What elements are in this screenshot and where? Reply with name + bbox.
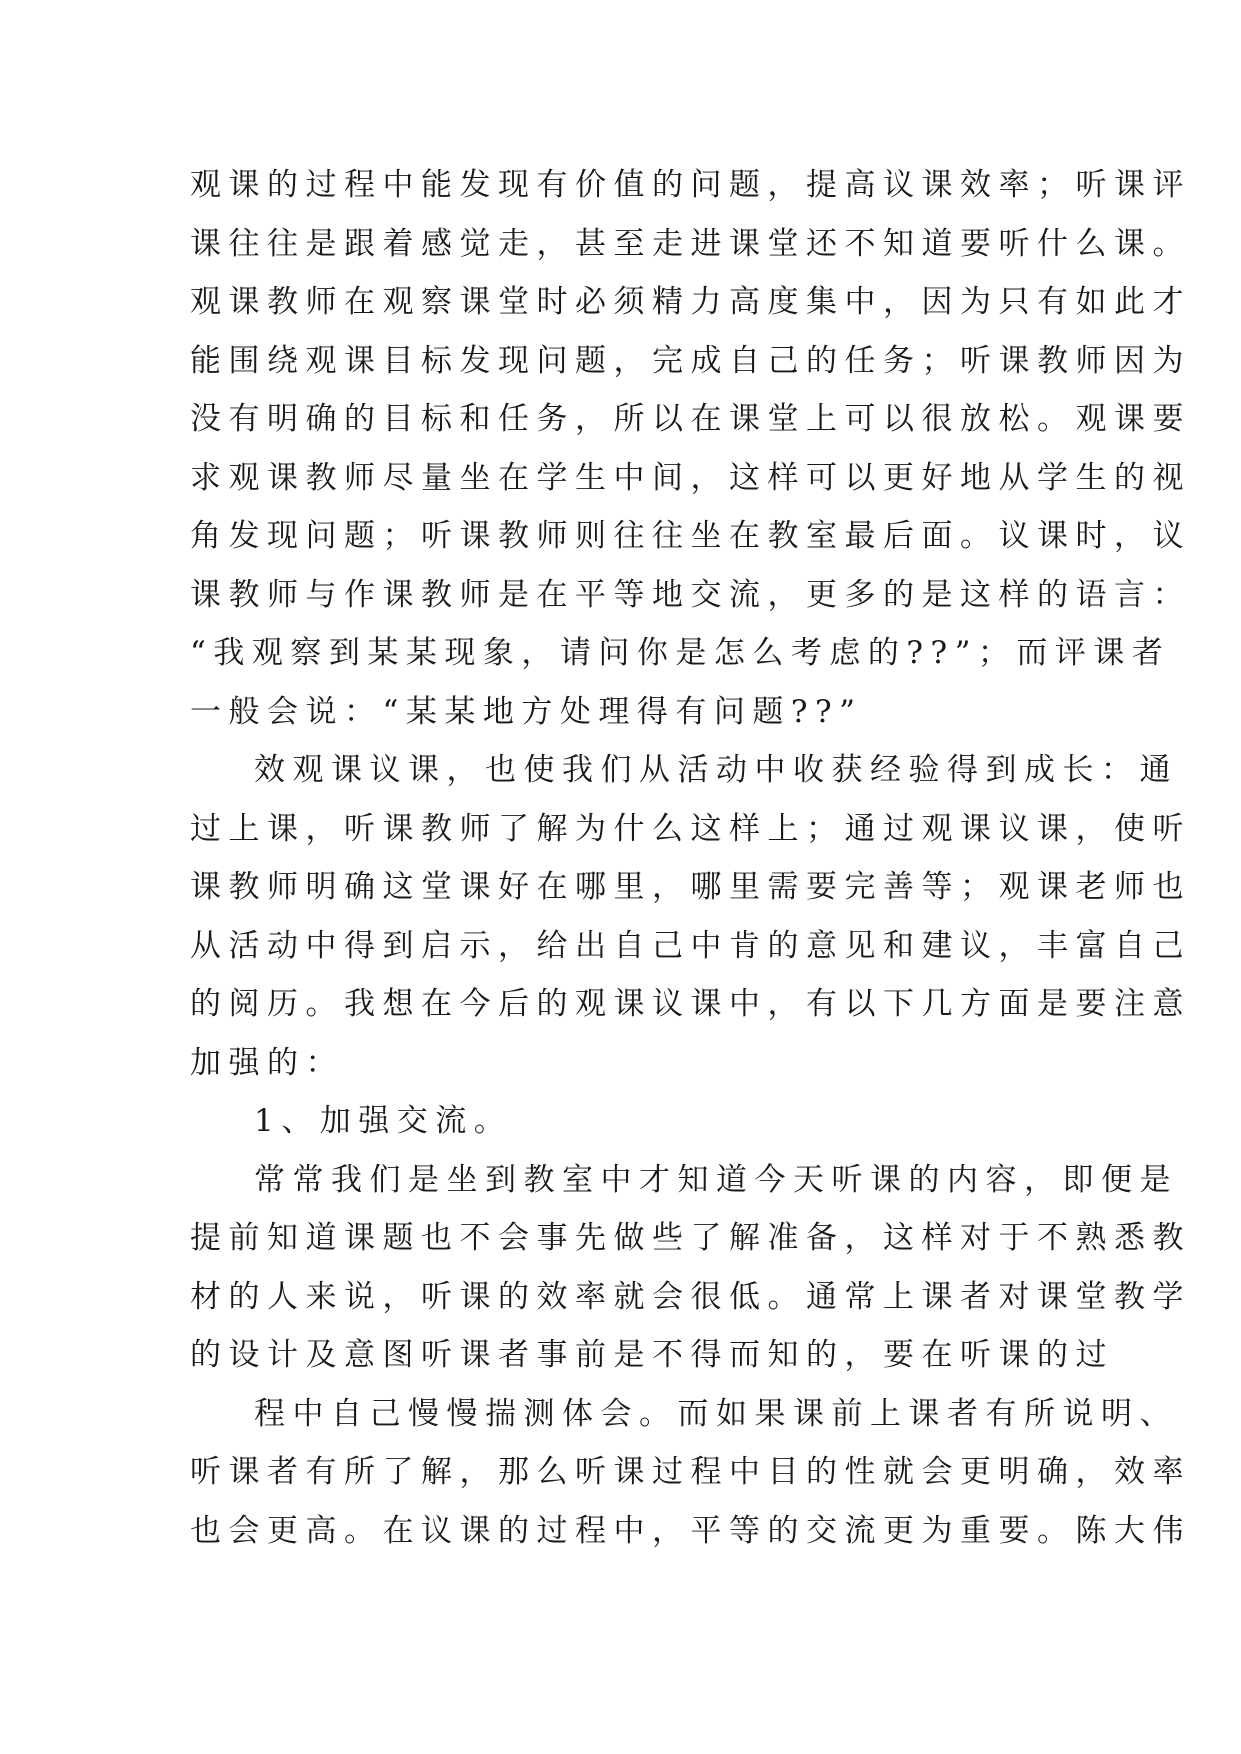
- text-line: 没有明确的目标和任务，所以在课堂上可以很放松。观课要: [190, 401, 1191, 437]
- text-line: “我观察到某某现象，请问你是怎么考虑的??”；而评课者: [190, 635, 1171, 671]
- text-line: 的阅历。我想在今后的观课议课中，有以下几方面是要注意: [190, 986, 1191, 1022]
- text-line: 求观课教师尽量坐在学生中间，这样可以更好地从学生的视: [190, 459, 1191, 496]
- text-line: 提前知道课题也不会事先做些了解准备，这样对于不熟悉教: [190, 1220, 1191, 1256]
- text-line: 程中自己慢慢揣测体会。而如果课前上课者有所说明、: [254, 1395, 1178, 1432]
- text-line: 能围绕观课目标发现问题，完成自己的任务；听课教师因为: [190, 342, 1191, 379]
- text-line: 课往往是跟着感觉走，甚至走进课堂还不知道要听什么课。: [190, 225, 1191, 262]
- text-line: 的设计及意图听课者事前是不得而知的，要在听课的过: [190, 1337, 1114, 1373]
- text-line: 观课教师在观察课堂时必须精力高度集中，因为只有如此才: [190, 284, 1191, 320]
- text-line: 材的人来说，听课的效率就会很低。通常上课者对课堂教学: [190, 1278, 1191, 1315]
- text-line: 也会更高。在议课的过程中，平等的交流更为重要。陈大伟: [190, 1512, 1191, 1549]
- text-line: 听课者有所了解，那么听课过程中目的性就会更明确，效率: [190, 1454, 1191, 1490]
- text-line: 常常我们是坐到教室中才知道今天听课的内容，即便是: [254, 1161, 1178, 1198]
- text-line: 1、加强交流。: [254, 1103, 513, 1139]
- text-line: 课教师与作课教师是在平等地交流，更多的是这样的语言：: [190, 576, 1191, 613]
- text-line: 课教师明确这堂课好在哪里，哪里需要完善等；观课老师也: [190, 869, 1191, 905]
- text-line: 一般会说：“某某地方处理得有问题??”: [190, 693, 863, 730]
- text-line: 角发现问题；听课教师则往往坐在教室最后面。议课时，议: [190, 518, 1191, 554]
- text-line: 从活动中得到启示，给出自己中肯的意见和建议，丰富自己: [190, 927, 1191, 964]
- body-text: [190, 156, 1191, 1560]
- text-line: 加强的：: [190, 1044, 344, 1081]
- text-line: 效观课议课，也使我们从活动中收获经验得到成长：通: [254, 752, 1178, 788]
- text-line: 观课的过程中能发现有价值的问题，提高议课效率；听课评: [190, 167, 1191, 203]
- text-line: 过上课，听课教师了解为什么这样上；通过观课议课，使听: [190, 810, 1191, 847]
